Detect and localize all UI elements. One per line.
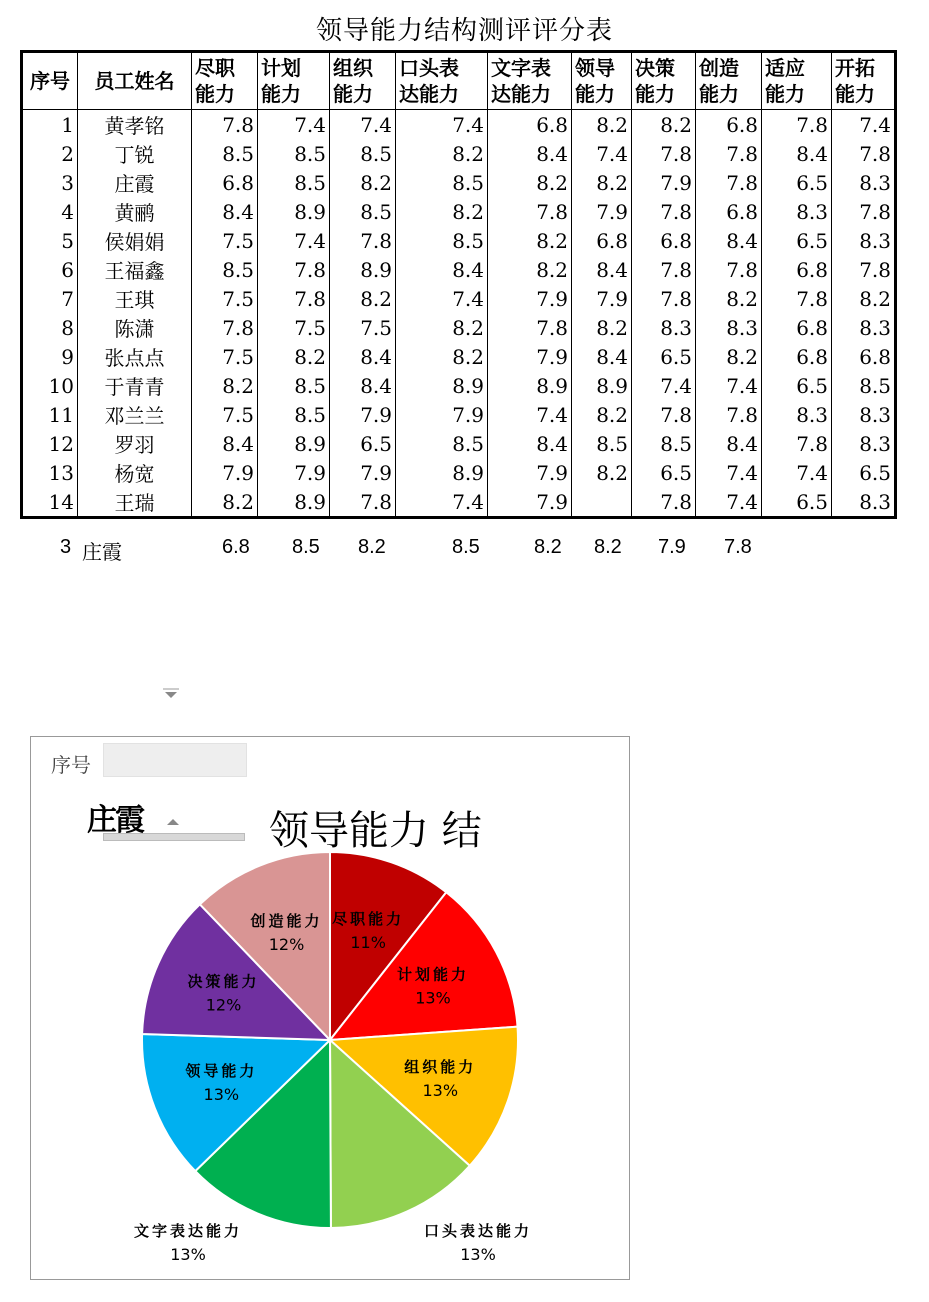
lookup-row: [0, 532, 929, 562]
score-cell[interactable]: 6.8: [696, 110, 762, 140]
score-cell[interactable]: 7.8: [832, 139, 896, 168]
score-cell[interactable]: 8.2: [258, 342, 330, 371]
score-table: [20, 50, 897, 519]
scroll-up-icon[interactable]: [167, 819, 179, 825]
row-index-cell[interactable]: 13: [22, 458, 78, 487]
employee-name: 庄霞: [87, 803, 143, 838]
score-cell[interactable]: 7.4: [572, 139, 632, 168]
score-cell[interactable]: 8.5: [396, 168, 488, 197]
score-cell[interactable]: 7.8: [632, 139, 696, 168]
score-cell[interactable]: 7.8: [762, 284, 832, 313]
column-header: 文字表 达能力: [488, 52, 572, 110]
score-cell[interactable]: 7.9: [488, 487, 572, 518]
score-cell[interactable]: 8.9: [572, 371, 632, 400]
slice-label: 文字表达能力: [133, 1222, 243, 1240]
employee-name-cell[interactable]: 王琪: [78, 284, 192, 313]
employee-name-cell[interactable]: 黄鹂: [78, 197, 192, 226]
employee-name-cell[interactable]: 张点点: [78, 342, 192, 371]
score-cell[interactable]: 8.2: [330, 284, 396, 313]
score-cell[interactable]: 7.8: [696, 255, 762, 284]
row-index-cell[interactable]: 3: [22, 168, 78, 197]
row-index-cell[interactable]: 2: [22, 139, 78, 168]
score-cell[interactable]: 7.4: [696, 371, 762, 400]
score-cell[interactable]: 8.3: [696, 313, 762, 342]
score-cell[interactable]: 8.5: [192, 139, 258, 168]
score-cell[interactable]: 8.3: [832, 226, 896, 255]
employee-name-cell[interactable]: 侯娟娟: [78, 226, 192, 255]
score-cell[interactable]: 8.9: [258, 487, 330, 518]
score-cell[interactable]: 8.9: [258, 197, 330, 226]
score-cell[interactable]: 8.4: [696, 429, 762, 458]
score-cell[interactable]: 8.5: [258, 139, 330, 168]
score-cell[interactable]: 7.8: [632, 487, 696, 518]
score-cell[interactable]: 7.8: [330, 226, 396, 255]
score-cell[interactable]: 7.5: [258, 313, 330, 342]
table-row: [22, 284, 896, 313]
score-cell[interactable]: 6.5: [762, 487, 832, 518]
score-cell[interactable]: 7.8: [192, 110, 258, 140]
row-index-cell[interactable]: 7: [22, 284, 78, 313]
score-cell[interactable]: 6.8: [762, 313, 832, 342]
score-cell[interactable]: 8.2: [696, 284, 762, 313]
table-row: [22, 168, 896, 197]
column-header: 计划 能力: [258, 52, 330, 110]
lookup-value: 8.2: [594, 536, 622, 558]
score-cell[interactable]: 8.2: [572, 400, 632, 429]
employee-name-cell[interactable]: 罗羽: [78, 429, 192, 458]
score-cell[interactable]: 7.9: [632, 168, 696, 197]
slice-percent-label: 13%: [460, 1245, 496, 1264]
score-cell[interactable]: 8.4: [396, 255, 488, 284]
score-cell[interactable]: 7.8: [488, 313, 572, 342]
score-cell[interactable]: 7.4: [696, 487, 762, 518]
slice-percent-label: 13%: [422, 1080, 459, 1100]
score-cell[interactable]: 7.8: [258, 255, 330, 284]
slice-label: 尽职能力: [332, 909, 405, 928]
score-cell[interactable]: 8.2: [572, 313, 632, 342]
score-cell[interactable]: 8.2: [572, 110, 632, 140]
score-cell[interactable]: 8.5: [258, 400, 330, 429]
score-cell[interactable]: 6.5: [762, 168, 832, 197]
slice-percent-label: 13%: [170, 1245, 206, 1264]
lookup-value: 7.8: [724, 536, 752, 558]
score-cell[interactable]: 8.2: [396, 342, 488, 371]
score-cell[interactable]: 8.3: [632, 313, 696, 342]
lookup-value: 8.2: [358, 536, 386, 558]
table-row: [22, 342, 896, 371]
score-cell[interactable]: 7.9: [330, 400, 396, 429]
row-index-cell[interactable]: 8: [22, 313, 78, 342]
score-cell[interactable]: 8.5: [192, 255, 258, 284]
score-cell[interactable]: 7.8: [696, 400, 762, 429]
slice-label: 领导能力: [185, 1062, 258, 1081]
table-row: [22, 429, 896, 458]
page-title: 领导能力结构测评评分表: [315, 16, 613, 46]
score-cell[interactable]: 8.2: [396, 313, 488, 342]
score-cell[interactable]: 7.8: [632, 197, 696, 226]
table-row: [22, 139, 896, 168]
score-cell[interactable]: 6.8: [632, 226, 696, 255]
slice-percent-label: 12%: [268, 934, 305, 954]
score-cell[interactable]: 7.8: [696, 168, 762, 197]
score-cell[interactable]: 8.3: [832, 400, 896, 429]
score-cell[interactable]: 8.2: [192, 487, 258, 518]
score-cell[interactable]: 8.4: [696, 226, 762, 255]
score-cell[interactable]: 8.4: [488, 429, 572, 458]
score-cell[interactable]: 7.5: [192, 284, 258, 313]
selector-input[interactable]: [103, 743, 247, 777]
table-header-row: [22, 52, 896, 110]
score-cell[interactable]: 7.8: [258, 284, 330, 313]
score-cell[interactable]: 7.8: [632, 400, 696, 429]
score-cell[interactable]: 8.5: [396, 429, 488, 458]
score-cell[interactable]: 7.8: [488, 197, 572, 226]
column-header: 领导 能力: [572, 52, 632, 110]
score-cell[interactable]: 8.5: [330, 197, 396, 226]
score-cell[interactable]: 8.2: [572, 168, 632, 197]
slice-label: 计划能力: [396, 965, 469, 984]
table-row: [22, 371, 896, 400]
employee-name-cell[interactable]: 杨宽: [78, 458, 192, 487]
slice-label: 决策能力: [187, 972, 260, 991]
score-cell[interactable]: 7.5: [330, 313, 396, 342]
score-cell[interactable]: 8.2: [488, 255, 572, 284]
score-cell[interactable]: 8.5: [258, 371, 330, 400]
row-index-cell[interactable]: 6: [22, 255, 78, 284]
score-cell[interactable]: 6.8: [696, 197, 762, 226]
employee-name-cell[interactable]: 丁锐: [78, 139, 192, 168]
table-row: [22, 255, 896, 284]
row-index-cell[interactable]: 1: [22, 110, 78, 140]
score-cell[interactable]: 8.4: [572, 255, 632, 284]
selector-label: 序号: [51, 753, 91, 777]
row-index-cell[interactable]: 12: [22, 429, 78, 458]
score-cell[interactable]: 6.8: [762, 342, 832, 371]
score-cell[interactable]: 8.5: [330, 139, 396, 168]
slice-label: 组织能力: [404, 1057, 477, 1076]
score-cell[interactable]: 6.8: [762, 255, 832, 284]
score-cell[interactable]: [572, 487, 632, 518]
score-cell[interactable]: 7.4: [330, 110, 396, 140]
employee-name-cell[interactable]: 陈潇: [78, 313, 192, 342]
score-cell[interactable]: 7.8: [762, 110, 832, 140]
column-header: 开拓 能力: [832, 52, 896, 110]
column-header: 创造 能力: [696, 52, 762, 110]
score-cell[interactable]: 7.4: [632, 371, 696, 400]
score-cell[interactable]: 8.2: [488, 226, 572, 255]
column-header: 员工姓名: [78, 52, 192, 110]
score-cell[interactable]: 6.5: [832, 458, 896, 487]
row-index-cell[interactable]: 14: [22, 487, 78, 518]
score-cell[interactable]: 7.9: [488, 458, 572, 487]
lookup-value: 7.9: [658, 536, 686, 558]
score-cell[interactable]: 7.5: [192, 342, 258, 371]
score-cell[interactable]: 8.4: [762, 139, 832, 168]
dropdown-arrow-icon[interactable]: [165, 692, 177, 698]
lookup-name: 庄霞: [82, 542, 122, 564]
score-cell[interactable]: 7.4: [258, 226, 330, 255]
score-cell[interactable]: 7.9: [192, 458, 258, 487]
table-row: [22, 226, 896, 255]
score-cell[interactable]: 7.5: [192, 226, 258, 255]
score-cell[interactable]: 7.8: [192, 313, 258, 342]
score-cell[interactable]: 8.5: [572, 429, 632, 458]
table-row: [22, 458, 896, 487]
score-cell[interactable]: 8.2: [330, 168, 396, 197]
chart-title: 领导能力 结: [269, 808, 482, 854]
score-cell[interactable]: 8.9: [396, 458, 488, 487]
score-cell[interactable]: 8.4: [488, 139, 572, 168]
score-cell[interactable]: 7.8: [632, 255, 696, 284]
score-cell[interactable]: 8.2: [396, 139, 488, 168]
lookup-value: 3: [60, 536, 72, 558]
score-cell[interactable]: 6.5: [330, 429, 396, 458]
column-header: 适应 能力: [762, 52, 832, 110]
score-cell[interactable]: 8.2: [396, 197, 488, 226]
employee-name-cell[interactable]: 王瑞: [78, 487, 192, 518]
table-row: [22, 313, 896, 342]
score-cell[interactable]: 8.2: [632, 110, 696, 140]
score-cell[interactable]: 8.4: [330, 342, 396, 371]
row-index-cell[interactable]: 4: [22, 197, 78, 226]
row-index-cell[interactable]: 9: [22, 342, 78, 371]
lookup-value: 8.5: [292, 536, 320, 558]
score-cell[interactable]: 7.9: [258, 458, 330, 487]
score-cell[interactable]: 8.9: [396, 371, 488, 400]
score-cell[interactable]: 8.4: [192, 197, 258, 226]
slice-percent-label: 12%: [205, 995, 242, 1015]
score-cell[interactable]: 6.8: [192, 168, 258, 197]
slice-percent-label: 13%: [415, 988, 451, 1008]
score-cell[interactable]: 6.5: [762, 371, 832, 400]
score-cell[interactable]: 7.9: [488, 284, 572, 313]
employee-name-cell[interactable]: 黄孝铭: [78, 110, 192, 140]
chart-panel: [30, 736, 630, 1280]
score-cell[interactable]: 8.5: [832, 371, 896, 400]
score-cell[interactable]: 8.4: [330, 371, 396, 400]
score-cell[interactable]: 7.4: [396, 284, 488, 313]
score-cell[interactable]: 8.3: [832, 429, 896, 458]
score-cell[interactable]: 6.8: [572, 226, 632, 255]
score-cell[interactable]: 7.4: [762, 458, 832, 487]
score-cell[interactable]: 7.8: [832, 197, 896, 226]
score-cell[interactable]: 7.8: [330, 487, 396, 518]
score-cell[interactable]: 8.3: [762, 197, 832, 226]
score-cell[interactable]: 7.5: [192, 400, 258, 429]
slice-label: 创造能力: [250, 911, 323, 930]
score-cell[interactable]: 8.3: [832, 313, 896, 342]
score-cell[interactable]: 6.8: [832, 342, 896, 371]
score-cell[interactable]: 8.2: [696, 342, 762, 371]
table-row: [22, 400, 896, 429]
lookup-value: 8.5: [452, 536, 480, 558]
score-cell[interactable]: 8.9: [258, 429, 330, 458]
column-header: 组织 能力: [330, 52, 396, 110]
score-cell[interactable]: 7.8: [762, 429, 832, 458]
score-cell[interactable]: 8.5: [632, 429, 696, 458]
score-cell[interactable]: 8.3: [832, 487, 896, 518]
score-cell[interactable]: 7.9: [488, 342, 572, 371]
score-cell[interactable]: 7.4: [832, 110, 896, 140]
score-cell[interactable]: 6.5: [632, 342, 696, 371]
score-cell[interactable]: 8.2: [192, 371, 258, 400]
employee-name-cell[interactable]: 庄霞: [78, 168, 192, 197]
score-cell[interactable]: 8.9: [330, 255, 396, 284]
row-index-cell[interactable]: 5: [22, 226, 78, 255]
score-cell[interactable]: 8.3: [762, 400, 832, 429]
score-cell[interactable]: 8.4: [192, 429, 258, 458]
table-row: [22, 197, 896, 226]
score-cell[interactable]: 7.4: [396, 110, 488, 140]
slice-percent-label: 13%: [203, 1085, 240, 1105]
score-cell[interactable]: 6.5: [762, 226, 832, 255]
score-cell[interactable]: 7.4: [488, 400, 572, 429]
slice-percent-label: 11%: [350, 932, 386, 952]
lookup-value: 8.2: [534, 536, 562, 558]
score-cell[interactable]: 8.5: [258, 168, 330, 197]
score-cell[interactable]: 7.9: [572, 197, 632, 226]
lookup-value: 6.8: [222, 536, 250, 558]
score-cell[interactable]: 7.8: [632, 284, 696, 313]
score-cell[interactable]: 8.2: [572, 458, 632, 487]
score-cell[interactable]: 6.8: [488, 110, 572, 140]
score-cell[interactable]: 7.9: [396, 400, 488, 429]
employee-name-cell[interactable]: 王福鑫: [78, 255, 192, 284]
row-index-cell[interactable]: 11: [22, 400, 78, 429]
employee-name-cell[interactable]: 于青青: [78, 371, 192, 400]
column-header: 决策 能力: [632, 52, 696, 110]
score-cell[interactable]: 7.4: [696, 458, 762, 487]
column-header: 尽职 能力: [192, 52, 258, 110]
table-row: [22, 487, 896, 518]
score-cell[interactable]: 7.8: [832, 255, 896, 284]
score-cell[interactable]: 8.9: [488, 371, 572, 400]
column-header: 口头表 达能力: [396, 52, 488, 110]
column-header: 序号: [22, 52, 78, 110]
score-cell[interactable]: 8.2: [488, 168, 572, 197]
score-cell[interactable]: 7.9: [572, 284, 632, 313]
score-cell[interactable]: 8.2: [832, 284, 896, 313]
score-cell[interactable]: 7.4: [396, 487, 488, 518]
score-cell[interactable]: 7.8: [696, 139, 762, 168]
score-cell[interactable]: 7.4: [258, 110, 330, 140]
score-cell[interactable]: 8.4: [572, 342, 632, 371]
score-cell[interactable]: 8.5: [396, 226, 488, 255]
score-cell[interactable]: 8.3: [832, 168, 896, 197]
table-row: [22, 110, 896, 140]
employee-name-cell[interactable]: 邓兰兰: [78, 400, 192, 429]
row-index-cell[interactable]: 10: [22, 371, 78, 400]
score-cell[interactable]: 6.5: [632, 458, 696, 487]
score-cell[interactable]: 7.9: [330, 458, 396, 487]
slice-label: 口头表达能力: [423, 1222, 533, 1240]
